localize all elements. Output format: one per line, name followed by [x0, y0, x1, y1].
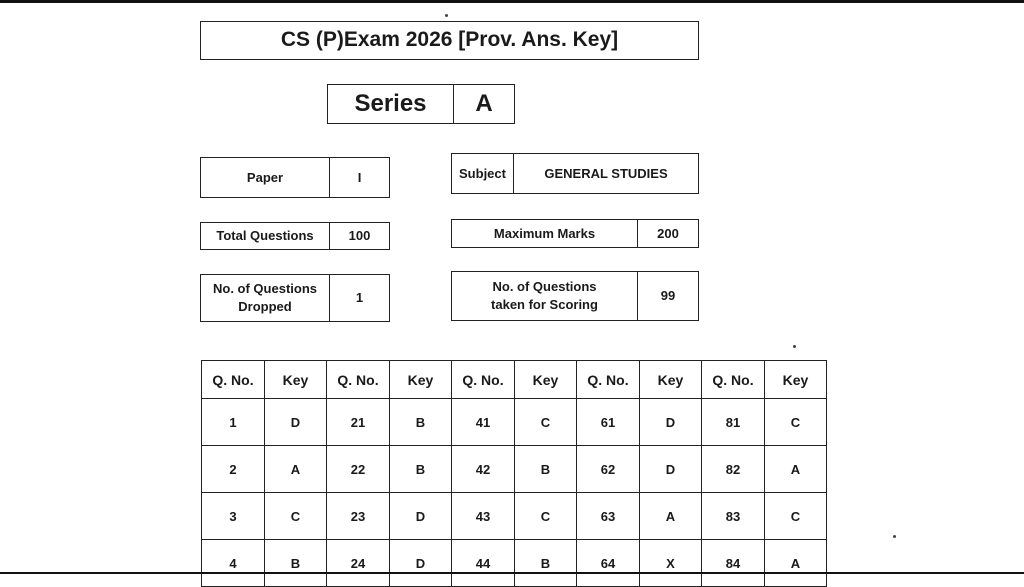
page-title-box — [200, 21, 699, 60]
key-cell: A — [765, 540, 827, 587]
header-key: Key — [265, 361, 327, 399]
key-cell: C — [265, 493, 327, 540]
qno-cell: 83 — [702, 493, 765, 540]
header-qno: Q. No. — [577, 361, 640, 399]
qno-cell: 43 — [452, 493, 515, 540]
key-cell: B — [265, 540, 327, 587]
scan-speck — [893, 535, 896, 538]
dropped-label: No. of Questions Dropped — [213, 281, 317, 314]
header-qno: Q. No. — [327, 361, 390, 399]
maximum-marks-label: Maximum Marks — [493, 225, 596, 241]
series-value: A — [453, 85, 514, 123]
answer-key-table — [201, 360, 827, 587]
qno-cell: 23 — [327, 493, 390, 540]
header-key: Key — [640, 361, 702, 399]
table-row — [202, 540, 827, 587]
qno-cell: 4 — [202, 540, 265, 587]
qno-cell: 81 — [702, 399, 765, 446]
table-row — [202, 493, 827, 540]
header-key: Key — [390, 361, 452, 399]
header-qno: Q. No. — [702, 361, 765, 399]
series-label: Series — [354, 89, 427, 117]
key-cell: D — [640, 399, 702, 446]
scoring-box — [451, 271, 699, 321]
key-cell: D — [390, 540, 452, 587]
key-cell: C — [515, 399, 577, 446]
key-cell: C — [765, 399, 827, 446]
scoring-value: 99 — [637, 272, 698, 320]
table-header-row — [202, 361, 827, 399]
key-cell: X — [640, 540, 702, 587]
subject-value: GENERAL STUDIES — [513, 154, 698, 193]
maximum-marks-box — [451, 219, 699, 248]
header-key: Key — [765, 361, 827, 399]
key-cell: D — [640, 446, 702, 493]
paper-value: I — [329, 158, 389, 197]
total-questions-value: 100 — [329, 223, 389, 249]
scan-speck — [793, 345, 796, 348]
scoring-label: No. of Questions taken for Scoring — [491, 279, 598, 312]
dropped-box — [200, 274, 390, 322]
qno-cell: 62 — [577, 446, 640, 493]
paper-label: Paper — [246, 169, 284, 185]
key-cell: A — [265, 446, 327, 493]
qno-cell: 2 — [202, 446, 265, 493]
key-cell: B — [390, 399, 452, 446]
subject-label: Subject — [459, 165, 506, 181]
qno-cell: 24 — [327, 540, 390, 587]
qno-cell: 61 — [577, 399, 640, 446]
scan-speck — [445, 14, 448, 17]
subject-box — [451, 153, 699, 194]
qno-cell: 41 — [452, 399, 515, 446]
qno-cell: 84 — [702, 540, 765, 587]
maximum-marks-value: 200 — [637, 220, 698, 247]
qno-cell: 21 — [327, 399, 390, 446]
key-cell: C — [765, 493, 827, 540]
header-key: Key — [515, 361, 577, 399]
key-cell: D — [390, 493, 452, 540]
qno-cell: 82 — [702, 446, 765, 493]
qno-cell: 63 — [577, 493, 640, 540]
bottom-border — [0, 572, 1024, 574]
header-qno: Q. No. — [452, 361, 515, 399]
key-cell: C — [515, 493, 577, 540]
total-questions-label: Total Questions — [216, 228, 314, 244]
table-row — [202, 399, 827, 446]
header-qno: Q. No. — [202, 361, 265, 399]
qno-cell: 42 — [452, 446, 515, 493]
total-questions-box — [200, 222, 390, 250]
key-cell: B — [515, 446, 577, 493]
qno-cell: 64 — [577, 540, 640, 587]
key-cell: A — [640, 493, 702, 540]
key-cell: D — [265, 399, 327, 446]
page-title: CS (P)Exam 2026 [Prov. Ans. Key] — [280, 28, 619, 52]
table-row — [202, 446, 827, 493]
key-cell: A — [765, 446, 827, 493]
qno-cell: 44 — [452, 540, 515, 587]
qno-cell: 1 — [202, 399, 265, 446]
top-border — [0, 0, 1024, 3]
key-cell: B — [390, 446, 452, 493]
paper-box — [200, 157, 390, 198]
key-cell: B — [515, 540, 577, 587]
qno-cell: 22 — [327, 446, 390, 493]
qno-cell: 3 — [202, 493, 265, 540]
series-box — [327, 84, 515, 124]
dropped-value: 1 — [329, 275, 389, 321]
